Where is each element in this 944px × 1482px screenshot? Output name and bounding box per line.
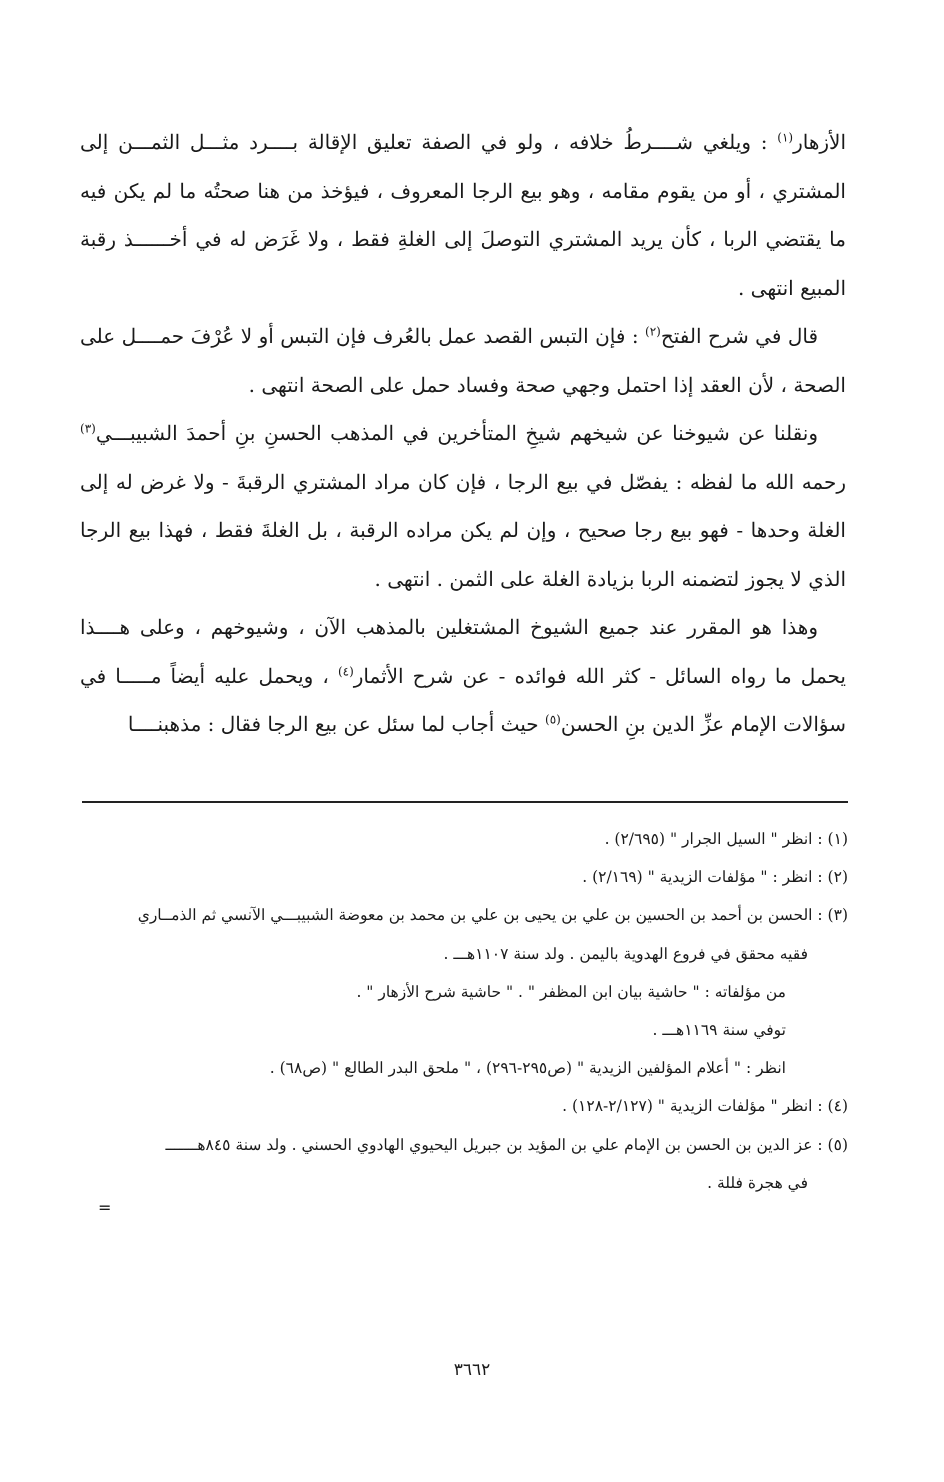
footnote-ref-1[interactable]: (١) [777,130,794,145]
footnotes [80,820,848,1202]
main-text [80,118,846,749]
footnote-ref-5[interactable]: (٥) [545,712,561,727]
footnote-1: (١) : انظر " السيل الجرار " (٢/٦٩٥) . [604,830,848,848]
footnote-5-line-2: في هجرة فللة . [707,1173,808,1192]
paragraph-2: قال في شرح الفتح$^{(٢)}$ : فإن التبس القصد عمل بالعُرف فإن التبس أو لا عُرْفَ حمــــل على الصحة ، لأن العقد إذا احتمل وجهي صحة وفساد حمل على الصحة انتهى . [80,324,846,397]
footnote-3-line-2: فقيه محقق في فروع الهدوية باليمن . ولد سنة ١١٠٧هـــ . [443,944,808,963]
footnote-3-death: توفي سنة ١١٦٩هـــ . [652,1021,786,1040]
footnote-5: (٥) : عز الدين بن الحسن بن الإمام علي بن المؤيد بن جبريل اليحيوي الهادوي الحسني . ولد سنة ٨٤٥هـــــــ [165,1135,848,1154]
footnote-3-works: من مؤلفاته : " حاشية بيان ابن المظفر " . " حاشية شرح الأزهار " . [356,982,786,1001]
page-number: ٣٦٦٢ [453,1360,491,1380]
footnote-4: (٤) : انظر " مؤلفات الزيدية " (٢/١٢٧-١٢٨) . [562,1097,848,1116]
continuation-mark: = [98,1198,112,1217]
footnote-ref-3[interactable]: (٣) [80,421,96,436]
footnote-separator [82,801,848,803]
footnote-3: (٣) : الحسن بن أحمد بن الحسين بن علي بن يحيى بن علي بن محمد بن معوضة الشبيبـــي الآنسي ثم الذمــاري [137,906,848,925]
paragraph-4: وهذا هو المقرر عند جميع الشيوخ المشتغلين بالمذهب الآن ، وشيوخهم ، وعلى هــــذا يحمل ما رواه السائل - كثر الله فوائده - عن شرح الأثمار$^{(٤)}$ ، ويحمل عليه أيضاً مـــــا في سؤالات الإمام عزِّ الدين بنِ الحسن$^{(٥)}$ حيث أجاب لما سئل عن بيع الرجا فقال : مذهبنــــا [80,615,846,736]
footnote-3-sources: انظر : " أعلام المؤلفين الزيدية " (ص٢٩٥-٢٩٦) ، " ملحق البدر الطالع " (ص٦٨) . [269,1059,786,1078]
footnote-ref-2[interactable]: (٢) [645,324,661,339]
footnote-2: (٢) : انظر : " مؤلفات الزيدية " (٢/١٦٩) . [582,868,848,887]
footnote-ref-4[interactable]: (٤) [337,663,354,678]
paragraph-3: ونقلنا عن شيوخنا عن شيخهم شيخِ المتأخرين في المذهب الحسنِ بنِ أحمدَ الشبيبـــي$^{(٣)}$ رحمه الله ما لفظه : يفصّل في بيع الرجا ، فإن كان مراد المشتري الرقبةَ - ولا غرض له إلى الغلة وحدها - فهو بيع رجا صحيح ، وإن لم يكن مراده الرقبة ، بل الغلةَ فقط ، فهذا بيع الرجا الذي لا يجوز لتضمنه الربا بزيادة الغلة على الثمن . انتهى . [80,421,846,591]
paragraph-1: الأزهار$^{(١)}$ : ويلغي شــــرطُ خلافه ، ولو في الصفة تعليق الإقالة بــــرد مثـــل الثمـــن إلى المشتري ، أو من يقوم مقامه ، وهو بيع الرجا المعروف ، فيؤخذ من هنا صحتُه ما لم يكن فيه ما يقتضي الربا ، كأن يريد المشتري التوصلَ إلى الغلةِ فقط ، ولا غَرَض له في أخــــــذ رقبة المبيع انتهى . [80,130,846,300]
